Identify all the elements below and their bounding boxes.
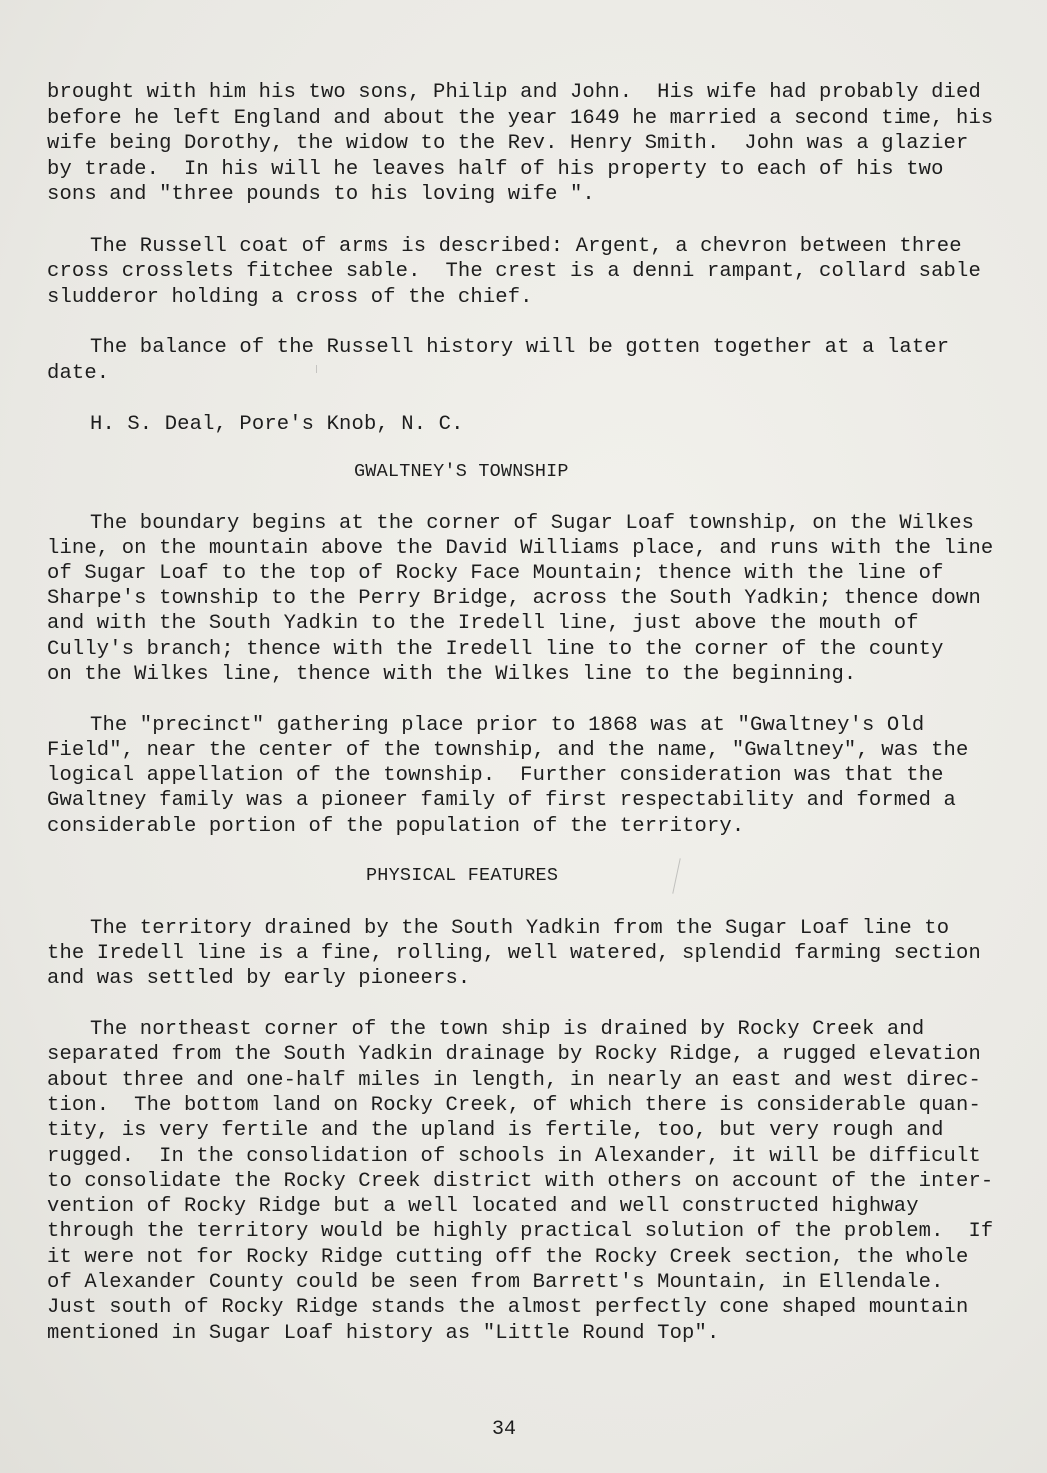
- text-line: sons and "three pounds to his loving wife ".: [47, 183, 595, 206]
- text-line: The "precinct" gathering place prior to 1868 was at "Gwaltney's Old: [90, 714, 925, 737]
- pencil-mark: [672, 858, 680, 893]
- text-line: tion. The bottom land on Rocky Creek, of which there is considerable quan-: [47, 1094, 981, 1117]
- text-line: The territory drained by the South Yadkin from the Sugar Loaf line to: [90, 917, 950, 940]
- text-line: separated from the South Yadkin drainage by Rocky Ridge, a rugged elevation: [47, 1043, 981, 1066]
- text-line: Sharpe's township to the Perry Bridge, across the South Yadkin; thence down: [47, 587, 981, 610]
- text-line: through the territory would be highly practical solution of the problem. If: [47, 1220, 994, 1243]
- text-line: logical appellation of the township. Further consideration was that the: [47, 764, 944, 787]
- heading-physical-features: PHYSICAL FEATURES: [366, 865, 559, 886]
- text-line: The balance of the Russell history will be gotten together at a later: [90, 336, 950, 359]
- text-line: mentioned in Sugar Loaf history as "Little Round Top".: [47, 1322, 720, 1345]
- text-line: The boundary begins at the corner of Sugar Loaf township, on the Wilkes: [90, 512, 975, 535]
- text-line: before he left England and about the year 1649 he married a second time, his: [47, 107, 994, 130]
- text-line: The northeast corner of the town ship is drained by Rocky Creek and: [90, 1018, 925, 1041]
- text-line: date.: [47, 362, 110, 385]
- text-line: by trade. In his will he leaves half of his property to each of his two: [47, 158, 944, 181]
- text-line: rugged. In the consolidation of schools in Alexander, it will be difficult: [47, 1145, 981, 1168]
- text-line: vention of Rocky Ridge but a well located and well constructed highway: [47, 1195, 919, 1218]
- text-line: to consolidate the Rocky Creek district with others on account of the inter-: [47, 1170, 994, 1193]
- text-line: Field", near the center of the township, and the name, "Gwaltney", was the: [47, 739, 969, 762]
- heading-gwaltneys-township: GWALTNEY'S TOWNSHIP: [354, 461, 569, 482]
- page-number: 34: [492, 1418, 517, 1441]
- text-line: and was settled by early pioneers.: [47, 967, 471, 990]
- text-line: of Alexander County could be seen from Barrett's Mountain, in Ellendale.: [47, 1271, 944, 1294]
- text-line: Gwaltney family was a pioneer family of first respectability and formed a: [47, 789, 956, 812]
- text-line: brought with him his two sons, Philip and John. His wife had probably died: [47, 81, 981, 104]
- pencil-dot: [316, 365, 317, 373]
- text-line: Cully's branch; thence with the Iredell line to the corner of the county: [47, 638, 944, 661]
- text-line: H. S. Deal, Pore's Knob, N. C.: [90, 413, 464, 436]
- text-line: about three and one-half miles in length, in nearly an east and west direc-: [47, 1069, 981, 1092]
- text-line: it were not for Rocky Ridge cutting off the Rocky Creek section, the whole: [47, 1246, 969, 1269]
- text-line: sludderor holding a cross of the chief.: [47, 286, 533, 309]
- text-line: Just south of Rocky Ridge stands the almost perfectly cone shaped mountain: [47, 1296, 969, 1319]
- text-line: on the Wilkes line, thence with the Wilkes line to the beginning.: [47, 663, 857, 686]
- text-line: considerable portion of the population of the territory.: [47, 815, 745, 838]
- text-line: the Iredell line is a fine, rolling, well watered, splendid farming section: [47, 942, 981, 965]
- text-line: tity, is very fertile and the upland is fertile, too, but very rough and: [47, 1119, 944, 1142]
- text-line: wife being Dorothy, the widow to the Rev. Henry Smith. John was a glazier: [47, 132, 969, 155]
- text-line: The Russell coat of arms is described: Argent, a chevron between three: [90, 235, 962, 258]
- text-line: of Sugar Loaf to the top of Rocky Face Mountain; thence with the line of: [47, 562, 944, 585]
- text-line: line, on the mountain above the David Williams place, and runs with the line: [47, 537, 994, 560]
- text-line: cross crosslets fitchee sable. The crest is a denni rampant, collard sable: [47, 260, 981, 283]
- text-line: and with the South Yadkin to the Iredell line, just above the mouth of: [47, 612, 919, 635]
